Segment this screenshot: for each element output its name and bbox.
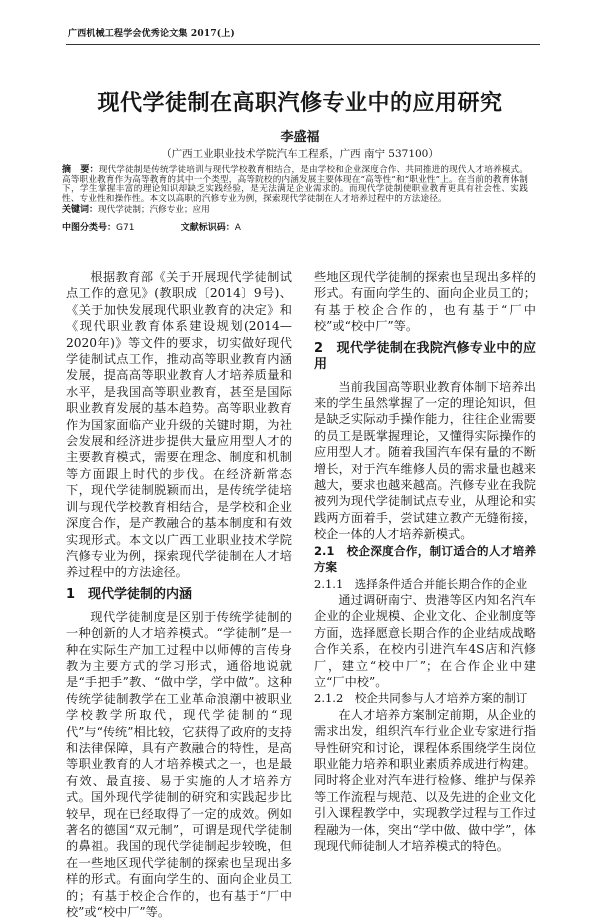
section-2-1-heading: 2.1 校企深度合作，制订适合的人才培养方案	[314, 543, 536, 575]
abstract	[62, 166, 528, 204]
section-1-heading: 1 现代学徒制的内涵	[66, 586, 193, 602]
doc-code-label: 文献标识码：	[180, 223, 235, 234]
running-header: 广西机械工程学会优秀论文集 2017(上)	[68, 29, 235, 39]
classification	[62, 223, 528, 234]
section-2-heading: 2 现代学徒制在我院汽修专业中的应用	[314, 340, 536, 372]
section-2-1-2-paragraph: 在人才培养方案制定前期，从企业的需求出发，组织汽车行业企业专家进行指导性研究和讨论，课程体系围绕学生岗位职业能力培养和职业素质养成进行构建。同时将企业对汽车进行检修、维护与保养等工作流程与规范、以及先进的企业文化引入课程教学中，实现教学过程与工作过程融为一体，突出“学中做、做中学”，体现现代师徒制人才培养模式的特色。	[314, 707, 536, 853]
abstract-label: 摘 要：	[62, 165, 99, 175]
section-2-1-2-heading: 2.1.2 校企共同参与人才培养方案的制订	[314, 691, 528, 706]
author: 李盛福	[280, 130, 320, 145]
doc-code-value: A	[234, 223, 241, 234]
header-rule	[66, 44, 540, 45]
affiliation: （广西工业职业技术学院汽车工程系，广西 南宁 537100）	[161, 148, 439, 160]
clc-label: 中图分类号：	[62, 223, 117, 234]
keywords	[62, 205, 528, 215]
right-column	[314, 269, 536, 854]
paper-title: 现代学徒制在高职汽修专业中的应用研究	[97, 91, 503, 116]
abstract-text: 现代学徒制是传统学徒培训与现代学校教育相结合，是由学校和企业深度合作、共同推进的现代人才培养模式。高等职业教育作为高等教育的其中一个类型，高等院校的内涵发展主要体现在“高等性”和“职业性”上。在当前的教育体制下，学生掌握丰富的理论知识却缺乏实践经验，是无法满足企业需求的。而现代学徒制使职业教育更具有社会性、实践性、专业性和操作性。本文以高职的汽修专业为例，探索现代学徒制在人才培养过程中的方法途径。	[62, 165, 528, 204]
front-matter	[62, 166, 528, 234]
keywords-label: 关键词：	[62, 205, 99, 216]
section-2-1-1-heading: 2.1.1 选择条件适合并能长期合作的企业	[314, 576, 528, 591]
section-1-paragraph-continued: 些地区现代学徒制的探索也呈现出多样的形式。有面向学生的、面向企业员工的；有基于校企合作的，也有基于“厂中校”或“校中厂”等。	[314, 270, 536, 334]
intro-paragraph: 根据教育部《关于开展现代学徒制试点工作的意见》(教职成〔2014〕9号)、《关于加快发展现代职业教育的决定》和《现代职业教育体系建设规划(2014—2020年)》等文件的要求，切实做好现代学徒制试点工作，推动高等职业教育内涵发展，提高高等职业教育人才培养质量和水平，是我国高等职业教育，甚至是国际职业教育发展的基本趋势。高等职业教育作为国家面临产业升级的关键时期，为社会发展和经济进步提供大量应用型人才的主要教育模式，需要在理念、制度和机制等方面跟上时代的步伐。在经济新常态下，现代学徒制脱颖而出，是传统学徒培训与现代学校教育相结合，是学校和企业深度合作，是产教融合的基本制度和有效实现形式。本文以广西工业职业技术学院汽修专业为例，探索现代学徒制在人才培养过程中的方法途径。	[66, 270, 292, 580]
section-1-paragraph: 现代学徒制度是区别于传统学徒制的一种创新的人才培养模式。“学徒制”是一种在实际生产加工过程中以师傅的言传身教为主要方式的学习形式，通俗地说就是“手把手”教、“做中学，学中做”。这种传统学徒制教学在工业革命浪潮中被职业学校教学所取代，现代学徒制的“现代”与“传统”相比较，它获得了政府的支持和法律保障，具有产教融合的特性，是高等职业教育的人才培养模式之一，也是最有效、最直接、易于实施的人才培养方式。国外现代学徒制的研究和实践起步比较早，现在已经取得了一定的成效。例如著名的德国“双元制”，可谓是现代学徒制的鼻祖。我国的现代学徒制起步较晚，但在一些地区现代学徒制的探索也呈现出多样的形式。有面向学生的、面向企业员工的；有基于校企合作的，也有基于“厂中校”或“校中厂”等。	[66, 609, 292, 920]
section-2-1-1-paragraph: 通过调研南宁、贵港等区内知名汽车企业的企业规模、企业文化、企业制度等方面，选择愿意长期合作的企业结成战略合作关系，在校内引进汽车4S店和汽修厂，建立“校中厂”；在合作企业中建立“厂中校”。	[314, 592, 536, 689]
keywords-text: 现代学徒制；汽修专业；应用	[98, 205, 210, 216]
section-2-paragraph: 当前我国高等职业教育体制下培养出来的学生虽然掌握了一定的理论知识，但是缺乏实际动手操作能力，往往企业需要的员工是既掌握理论，又懂得实际操作的应用型人才。随着我国汽车保有量的不断增长，对于汽车维修人员的需求量也越来越大，要求也越来越高。汽修专业在我院被列为现代学徒制试点专业，从理论和实践两方面着手，尝试建立教产无缝衔接，校企一体的人才培养新模式。	[314, 379, 536, 542]
left-column	[66, 269, 292, 920]
clc-value: G71	[116, 223, 135, 234]
